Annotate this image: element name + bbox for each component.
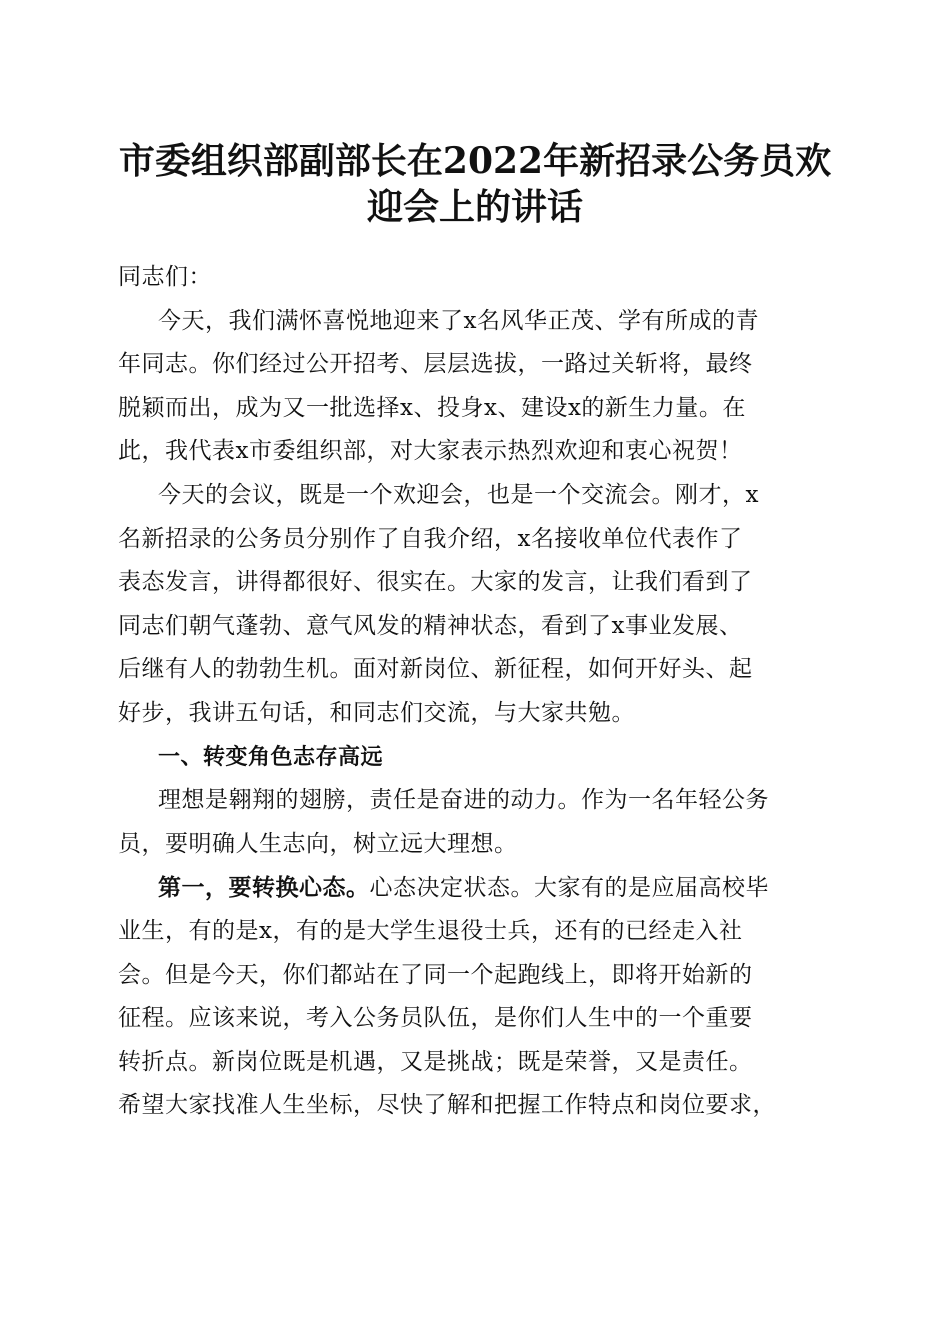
paragraph-line: 名新招录的公务员分别作了自我介绍，x名接收单位代表作了 bbox=[118, 525, 743, 552]
paragraph-line bbox=[118, 866, 833, 910]
paragraph-line: 此，我代表x市委组织部，对大家表示热烈欢迎和衷心祝贺！ bbox=[118, 438, 743, 465]
paragraph-line: 脱颖而出，成为又一批选择x、投身x、建设x的新生力量。在 bbox=[118, 394, 746, 421]
title-line-1: 市委组织部副部长在2022年新招录公务员欢 bbox=[118, 140, 832, 182]
document-body bbox=[118, 256, 833, 1128]
paragraph-line: 好步，我讲五句话，和同志们交流，与大家共勉。 bbox=[118, 699, 635, 726]
paragraph-line: 今天，我们满怀喜悦地迎来了x名风华正茂、学有所成的青 bbox=[158, 307, 759, 334]
paragraph-text: 心态决定状态。大家有的是应届高校毕 bbox=[369, 875, 769, 902]
document-title bbox=[110, 138, 840, 230]
paragraph-line: 征程。应该来说，考入公务员队伍，是你们人生中的一个重要 bbox=[118, 1005, 753, 1032]
title-line-2: 迎会上的讲话 bbox=[366, 186, 583, 228]
paragraph-line: 员，要明确人生志向，树立远大理想。 bbox=[118, 830, 518, 857]
paragraph-line: 同志们朝气蓬勃、意气风发的精神状态，看到了x事业发展、 bbox=[118, 612, 743, 639]
paragraph-line: 会。但是今天，你们都站在了同一个起跑线上，即将开始新的 bbox=[118, 961, 753, 988]
paragraph-line: 表态发言，讲得都很好、很实在。大家的发言，让我们看到了 bbox=[118, 569, 753, 596]
paragraph-line: 业生，有的是x，有的是大学生退役士兵，还有的已经走入社 bbox=[118, 917, 743, 944]
salutation: 同志们： bbox=[118, 264, 212, 290]
paragraph-line: 希望大家找准人生坐标，尽快了解和把握工作特点和岗位要求， bbox=[118, 1092, 776, 1119]
paragraph-lead: 第一，要转换心态。 bbox=[158, 874, 370, 902]
paragraph-line: 今天的会议，既是一个欢迎会，也是一个交流会。刚才，x bbox=[158, 481, 759, 508]
paragraph-line: 转折点。新岗位既是机遇，又是挑战；既是荣誉，又是责任。 bbox=[118, 1048, 753, 1075]
paragraph-line: 后继有人的勃勃生机。面对新岗位、新征程，如何开好头、起 bbox=[118, 656, 753, 683]
paragraph-line: 年同志。你们经过公开招考、层层选拔，一路过关斩将，最终 bbox=[118, 351, 753, 378]
section-heading: 一、转变角色志存高远 bbox=[158, 744, 384, 770]
paragraph-line: 理想是翱翔的翅膀，责任是奋进的动力。作为一名年轻公务 bbox=[158, 787, 769, 814]
